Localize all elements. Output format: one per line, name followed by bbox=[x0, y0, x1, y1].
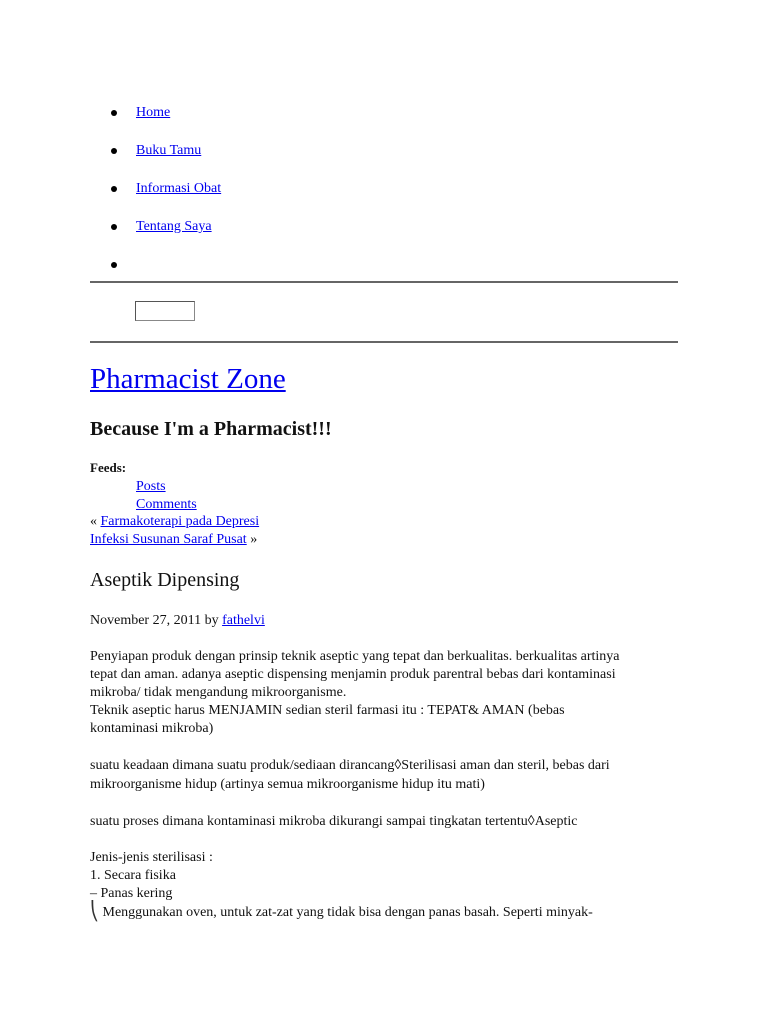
post-paragraph-line: Teknik aseptic harus MENJAMIN sedian steril farmasi itu : TEPAT& AMAN (bebas bbox=[90, 703, 565, 718]
top-divider bbox=[90, 281, 678, 283]
feeds-label: Feeds: bbox=[90, 460, 127, 475]
previous-post bbox=[90, 513, 259, 531]
nav-item-home bbox=[90, 104, 680, 142]
post-paragraph-line: – Panas kering bbox=[90, 886, 173, 901]
post-paragraph-line bbox=[90, 901, 690, 922]
bullet-icon bbox=[111, 148, 117, 154]
post-paragraph-line-text: Menggunakan oven, untuk zat-zat yang tidak bisa dengan panas basah. Seperti minyak- bbox=[99, 905, 593, 920]
post-paragraph-line: kontaminasi mikroba) bbox=[90, 721, 214, 736]
post-paragraph-line: tepat dan aman. adanya aseptic dispensing menjamin produk parentral bebas dari kontaminasi bbox=[90, 667, 616, 682]
post-paragraph-line: Penyiapan produk dengan prinsip teknik aseptic yang tepat dan berkualitas. berkualitas artinya bbox=[90, 649, 620, 664]
post-paragraph-line: mikroorganisme hidup (artinya semua mikroorganisme hidup itu mati) bbox=[90, 777, 485, 792]
post-date: November 27, 2011 by bbox=[90, 613, 223, 628]
bullet-icon bbox=[111, 224, 117, 230]
nav-link-buku-tamu[interactable]: Buku Tamu bbox=[136, 143, 202, 158]
post-paragraph-line: suatu keadaan dimana suatu produk/sediaan dirancang◊Sterilisasi aman dan steril, bebas dari bbox=[90, 758, 610, 773]
main-navigation bbox=[90, 104, 680, 294]
site-title-link[interactable]: Pharmacist Zone bbox=[90, 363, 286, 395]
feed-posts-link[interactable]: Posts bbox=[136, 479, 166, 494]
bottom-divider bbox=[90, 341, 678, 343]
next-post bbox=[90, 531, 257, 549]
post-paragraph-line: suatu proses dimana kontaminasi mikroba dikurangi sampai tingkatan tertentu◊Aseptic bbox=[90, 814, 578, 829]
nav-link-informasi-obat[interactable]: Informasi Obat bbox=[136, 181, 222, 196]
bullet-icon bbox=[111, 186, 117, 192]
previous-post-link[interactable]: Farmakoterapi pada Depresi bbox=[100, 514, 260, 529]
previous-post-arrow: « bbox=[90, 514, 101, 529]
nav-link-home[interactable]: Home bbox=[136, 105, 171, 120]
bullet-icon bbox=[111, 262, 117, 268]
post-paragraph-line: Jenis-jenis sterilisasi : bbox=[90, 850, 213, 865]
nav-item-informasi-obat bbox=[90, 180, 680, 218]
post-paragraph-line: 1. Secara fisika bbox=[90, 868, 176, 883]
paren-bracket-icon: ⎝ bbox=[90, 901, 99, 921]
bullet-icon bbox=[111, 110, 117, 116]
site-tagline: Because I'm a Pharmacist!!! bbox=[90, 418, 332, 440]
nav-item-buku-tamu bbox=[90, 142, 680, 180]
feed-comments-link[interactable]: Comments bbox=[136, 497, 197, 512]
nav-item-tentang-saya bbox=[90, 218, 680, 256]
post-paragraph-line: mikroba/ tidak mengandung mikroorganisme. bbox=[90, 685, 347, 700]
post-author-link[interactable]: fathelvi bbox=[222, 613, 265, 628]
nav-link-tentang-saya[interactable]: Tentang Saya bbox=[136, 219, 212, 234]
next-post-arrow: » bbox=[246, 532, 258, 547]
post-title: Aseptik Dipensing bbox=[90, 569, 240, 591]
nav-item-search bbox=[90, 256, 680, 294]
post-meta bbox=[90, 612, 265, 630]
next-post-link[interactable]: Infeksi Susunan Saraf Pusat bbox=[90, 532, 247, 547]
search-input[interactable] bbox=[135, 301, 195, 321]
